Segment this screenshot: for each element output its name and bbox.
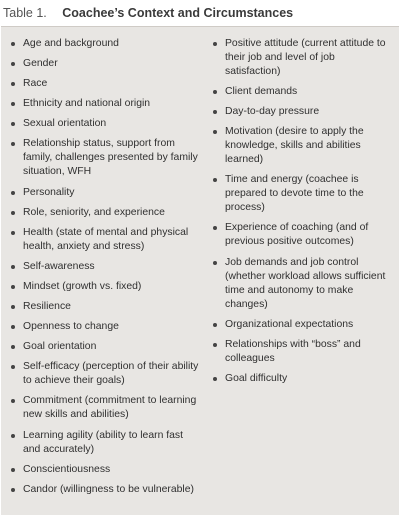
list-item: Gender	[9, 57, 203, 71]
list-item: Race	[9, 77, 203, 91]
list-item: Role, seniority, and experience	[9, 206, 203, 220]
list-item: Goal orientation	[9, 340, 203, 354]
list-item: Experience of coaching (and of previous positive outcomes)	[211, 221, 391, 249]
list-item: Commitment (commitment to learning new skills and abilities)	[9, 394, 203, 422]
list-item: Personality	[9, 186, 203, 200]
left-column	[9, 37, 203, 515]
list-item: Sexual orientation	[9, 117, 203, 131]
table-title: Coachee’s Context and Circumstances	[62, 6, 294, 20]
list-item: Openness to change	[9, 320, 203, 334]
table-number: Table 1.	[3, 6, 47, 20]
list-item: Health (state of mental and physical health, anxiety and stress)	[9, 226, 203, 254]
table-caption	[3, 4, 399, 22]
right-column	[211, 37, 391, 515]
list-item: Candor (willingness to be vulnerable)	[9, 483, 203, 497]
left-list	[9, 37, 203, 497]
list-item: Organizational expectations	[211, 318, 391, 332]
list-item: Time and energy (coachee is prepared to devote time to the process)	[211, 173, 391, 215]
list-item: Client demands	[211, 85, 391, 99]
list-item: Goal difficulty	[211, 372, 391, 386]
list-item: Age and background	[9, 37, 203, 51]
list-item: Motivation (desire to apply the knowledge, skills and abilities learned)	[211, 125, 391, 167]
right-list	[211, 37, 391, 386]
list-item: Mindset (growth vs. fixed)	[9, 280, 203, 294]
list-item: Resilience	[9, 300, 203, 314]
list-item: Conscientiousness	[9, 463, 203, 477]
list-item: Day-to-day pressure	[211, 105, 391, 119]
list-item: Positive attitude (current attitude to their job and level of job satisfaction)	[211, 37, 391, 79]
context-table	[1, 26, 399, 515]
list-item: Relationships with “boss” and colleagues	[211, 338, 391, 366]
list-item: Ethnicity and national origin	[9, 97, 203, 111]
list-item: Self-efficacy (perception of their ability to achieve their goals)	[9, 360, 203, 388]
list-item: Relationship status, support from family, challenges presented by family situation, WFH	[9, 137, 203, 179]
list-item: Job demands and job control (whether workload allows sufficient time and autonomy to make changes)	[211, 256, 391, 312]
list-item: Self-awareness	[9, 260, 203, 274]
list-item: Learning agility (ability to learn fast and accurately)	[9, 429, 203, 457]
